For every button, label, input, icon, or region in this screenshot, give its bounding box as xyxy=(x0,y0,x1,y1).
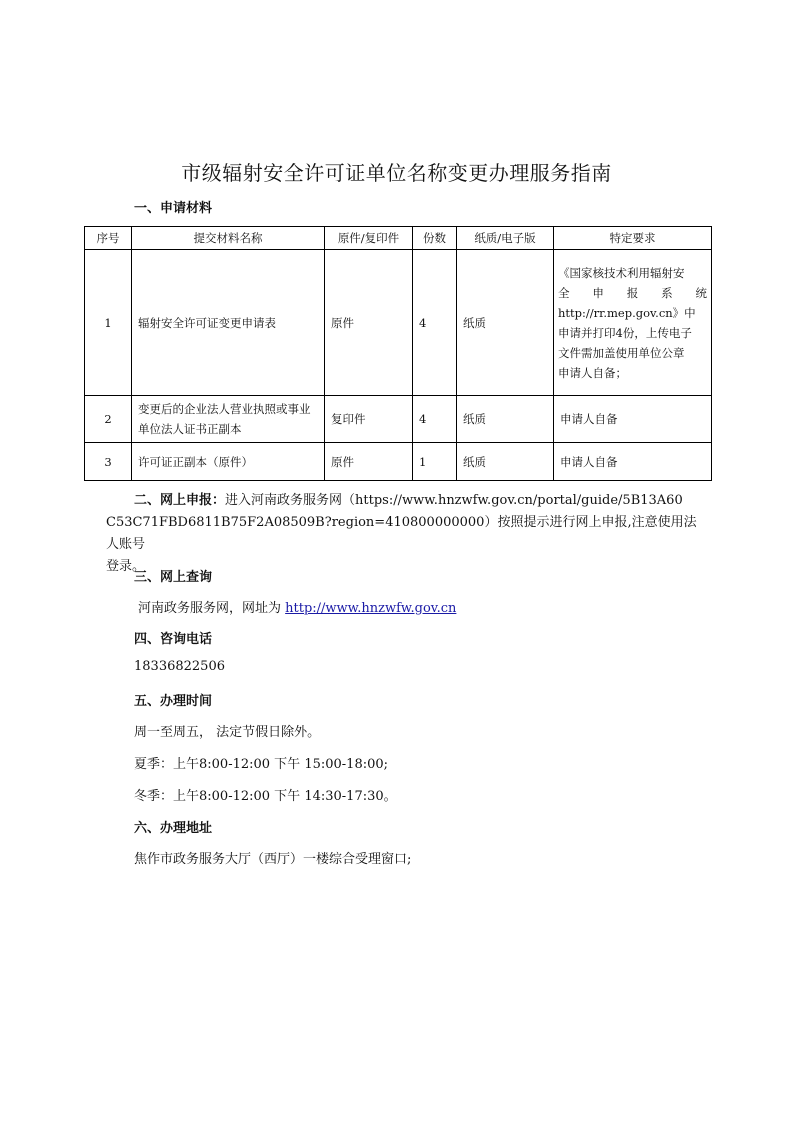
row-requirement: 申请人自备 xyxy=(554,396,712,443)
table-header-row xyxy=(85,227,712,250)
header-requirement: 特定要求 xyxy=(554,227,712,250)
section-online-apply xyxy=(106,490,706,578)
row-count: 4 xyxy=(413,250,457,396)
req-line: 申请并打印4份，上传电子 xyxy=(558,325,692,340)
section-materials-heading: 一、申请材料 xyxy=(134,201,213,216)
section-online-query-heading: 三、网上查询 xyxy=(134,570,213,585)
online-query-label: 河南政务服务网，网址为 xyxy=(138,601,286,616)
req-line: http://rr.mep.gov.cn》中 xyxy=(558,305,696,320)
row-name: 变更后的企业法人营业执照或事业单位法人证书正副本 xyxy=(132,396,325,443)
hours-winter: 冬季：上午8:00-12:00 下午 14:30-17:30。 xyxy=(134,789,397,804)
row-medium: 纸质 xyxy=(457,443,554,481)
req-line: 《国家核技术利用辐射安 xyxy=(558,265,685,280)
online-apply-text-3: 登录。 xyxy=(106,559,146,574)
header-medium: 纸质/电子版 xyxy=(457,227,554,250)
row-count: 1 xyxy=(413,443,457,481)
materials-table xyxy=(84,226,712,481)
row-medium: 纸质 xyxy=(457,396,554,443)
row-type: 原件 xyxy=(325,250,413,396)
table-row xyxy=(85,396,712,443)
section-address-heading: 六、办理地址 xyxy=(134,821,213,836)
row-count: 4 xyxy=(413,396,457,443)
header-type: 原件/复印件 xyxy=(325,227,413,250)
row-requirement xyxy=(554,250,712,396)
section-online-apply-heading: 二、网上申报： xyxy=(134,493,226,508)
row-name: 许可证正副本（原件） xyxy=(132,443,325,481)
row-no: 2 xyxy=(85,396,132,443)
header-name: 提交材料名称 xyxy=(132,227,325,250)
portal-link[interactable]: http://www.hnzwfw.gov.cn xyxy=(285,601,457,616)
row-type: 复印件 xyxy=(325,396,413,443)
row-type: 原件 xyxy=(325,443,413,481)
req-line: 申请人自备； xyxy=(558,365,627,380)
page-title: 市级辐射安全许可证单位名称变更办理服务指南 xyxy=(181,161,612,185)
row-no: 1 xyxy=(85,250,132,396)
section-phone-heading: 四、咨询电话 xyxy=(134,632,213,647)
hours-weekdays: 周一至周五， 法定节假日除外。 xyxy=(134,725,321,740)
address-text: 焦作市政务服务大厅（西厅）一楼综合受理窗口; xyxy=(134,852,412,867)
req-line: 全 申 报 系 统 xyxy=(558,285,707,300)
online-query-text xyxy=(138,597,456,616)
row-name: 辐射安全许可证变更申请表 xyxy=(132,250,325,396)
section-hours-heading: 五、办理时间 xyxy=(134,694,213,709)
online-apply-text-2: C53C71FBD6811B75F2A08509B?region=410800000000）按照提示进行网上申报,注意使用法人账号 xyxy=(106,515,697,552)
row-medium: 纸质 xyxy=(457,250,554,396)
row-no: 3 xyxy=(85,443,132,481)
row-requirement: 申请人自备 xyxy=(554,443,712,481)
header-count: 份数 xyxy=(413,227,457,250)
req-line: 文件需加盖使用单位公章 xyxy=(558,345,685,360)
header-no: 序号 xyxy=(85,227,132,250)
table-row xyxy=(85,250,712,396)
online-apply-text-1: 进入河南政务服务网（https://www.hnzwfw.gov.cn/portal/guide/5B13A60 xyxy=(225,493,683,508)
hours-summer: 夏季：上午8:00-12:00 下午 15:00-18:00; xyxy=(134,757,389,772)
table-row xyxy=(85,443,712,481)
phone-number: 18336822506 xyxy=(134,659,225,674)
